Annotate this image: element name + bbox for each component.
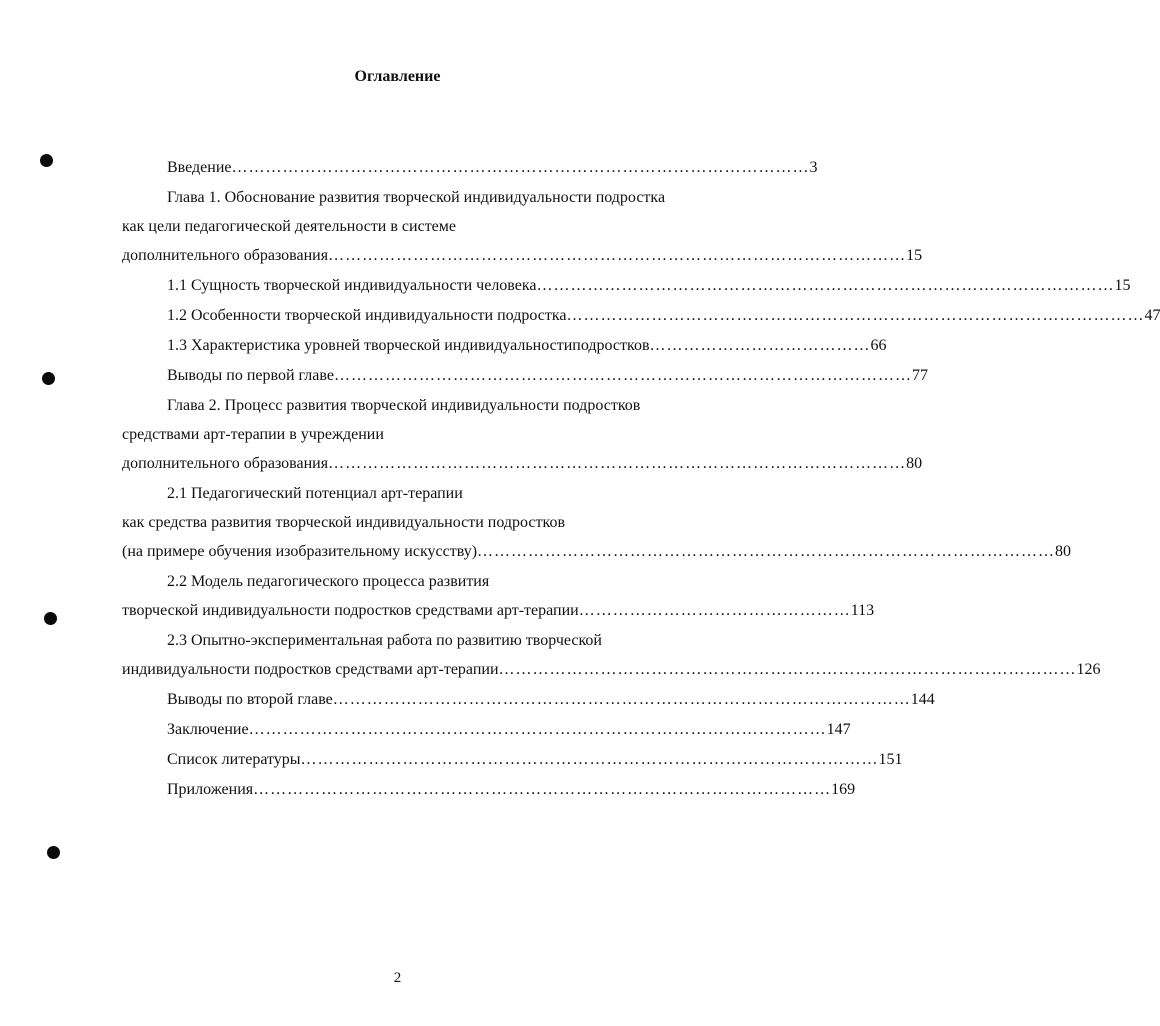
toc-entry-chapter-1: [122, 244, 923, 268]
toc-title: 2.3 Опытно-экспериментальная работа по развитию творческой: [167, 632, 602, 649]
toc-title: как цели педагогической деятельности в системе: [122, 218, 457, 235]
toc-page: 147: [826, 721, 851, 738]
punch-hole-mark: [44, 612, 57, 625]
toc-leader: …………………………………: [649, 337, 871, 354]
toc-entry-chapter-1-line-2: [122, 215, 682, 239]
toc-title: индивидуальности подростков средствами арт-терапии: [122, 661, 499, 678]
toc-page: 15: [906, 247, 923, 264]
toc-leader: …………………………………………………………………………………………: [231, 159, 810, 176]
punch-hole-mark: [47, 846, 60, 859]
toc-leader: …………………………………………………………………………………………: [477, 543, 1056, 560]
toc-entry-chapter-1-line-1: [167, 186, 727, 210]
toc-title: Введение: [167, 159, 232, 176]
toc-leader: …………………………………………………………………………………………: [498, 661, 1077, 678]
toc-title: 2.2 Модель педагогического процесса развития: [167, 573, 490, 590]
toc-title: Выводы по второй главе: [167, 691, 333, 708]
toc-title: Список литературы: [167, 751, 301, 768]
toc-page: 47: [1144, 307, 1160, 324]
toc-page: 113: [850, 602, 875, 619]
toc-leader: …………………………………………………………………………………………: [328, 247, 907, 264]
toc-title: Глава 2. Процесс развития творческой индивидуальности подростков: [167, 397, 641, 414]
toc-page: 66: [870, 337, 887, 354]
toc-title: Выводы по первой главе: [167, 367, 334, 384]
toc-page: 144: [910, 691, 935, 708]
toc-entry-chapter-2: [122, 452, 923, 476]
page-title: Оглавление: [354, 68, 441, 85]
toc-page: 151: [878, 751, 903, 768]
toc-title: дополнительного образования: [122, 247, 329, 264]
toc-entry-conclusion: [167, 718, 851, 742]
toc-title: Приложения: [167, 781, 254, 798]
toc-page: 15: [1114, 277, 1131, 294]
toc-title: (на примере обучения изобразительному искусству): [122, 543, 478, 560]
toc-page: 80: [906, 455, 923, 472]
toc-entry-conclusions-1: [167, 364, 928, 388]
toc-entry-conclusions-2: [167, 688, 935, 712]
toc-entry-2-2-line-1: [167, 570, 727, 594]
toc-title: 1.2 Особенности творческой индивидуальности подростка: [167, 307, 567, 324]
toc-page: 80: [1055, 543, 1072, 560]
toc-entry-2-1: [122, 540, 1072, 564]
toc-entry-2-3-line-1: [167, 629, 727, 653]
toc-leader: …………………………………………………………………………………………: [328, 455, 907, 472]
toc-entry-1-3: [167, 334, 887, 358]
toc-leader: …………………………………………………………………………………………: [536, 277, 1115, 294]
toc-entry-references: [167, 748, 903, 772]
toc-entry-1-2: [167, 304, 1160, 328]
toc-leader: …………………………………………………………………………………………: [333, 367, 912, 384]
toc-title: как средства развития творческой индивидуальности подростков: [122, 514, 566, 531]
toc-entry-2-1-line-2: [122, 511, 722, 535]
toc-leader: …………………………………………………………………………………………: [253, 781, 832, 798]
toc-leader: …………………………………………: [578, 602, 851, 619]
toc-page: 169: [831, 781, 856, 798]
toc-page: 126: [1076, 661, 1101, 678]
toc-leader: …………………………………………………………………………………………: [566, 307, 1145, 324]
toc-title: Заключение: [167, 721, 249, 738]
toc-entry-appendices: [167, 778, 856, 802]
punch-hole-mark: [42, 372, 55, 385]
punch-hole-mark: [40, 154, 53, 167]
toc-entry-2-2: [122, 599, 875, 623]
toc-leader: …………………………………………………………………………………………: [332, 691, 911, 708]
toc-entry-chapter-2-line-2: [122, 423, 682, 447]
toc-leader: …………………………………………………………………………………………: [300, 751, 879, 768]
toc-page: 3: [809, 159, 818, 176]
toc-entry-2-3: [122, 658, 1101, 682]
toc-title: средствами арт-терапии в учреждении: [122, 426, 384, 443]
toc-entry-2-1-line-1: [167, 482, 727, 506]
toc-title: творческой индивидуальности подростков средствами арт-терапии: [122, 602, 579, 619]
toc-title: Глава 1. Обоснование развития творческой индивидуальности подростка: [167, 189, 666, 206]
toc-title: 1.1 Сущность творческой индивидуальности человека: [167, 277, 537, 294]
toc-entry-intro: [167, 156, 818, 180]
toc-entry-chapter-2-line-1: [167, 394, 727, 418]
toc-page: 77: [911, 367, 928, 384]
toc-leader: …………………………………………………………………………………………: [248, 721, 827, 738]
toc-title: 1.3 Характеристика уровней творческой индивидуальностиподростков: [167, 337, 650, 354]
toc-entry-1-1: [167, 274, 1131, 298]
toc-title: дополнительного образования: [122, 455, 329, 472]
toc-title: 2.1 Педагогический потенциал арт-терапии: [167, 485, 463, 502]
page-number: 2: [393, 970, 402, 986]
